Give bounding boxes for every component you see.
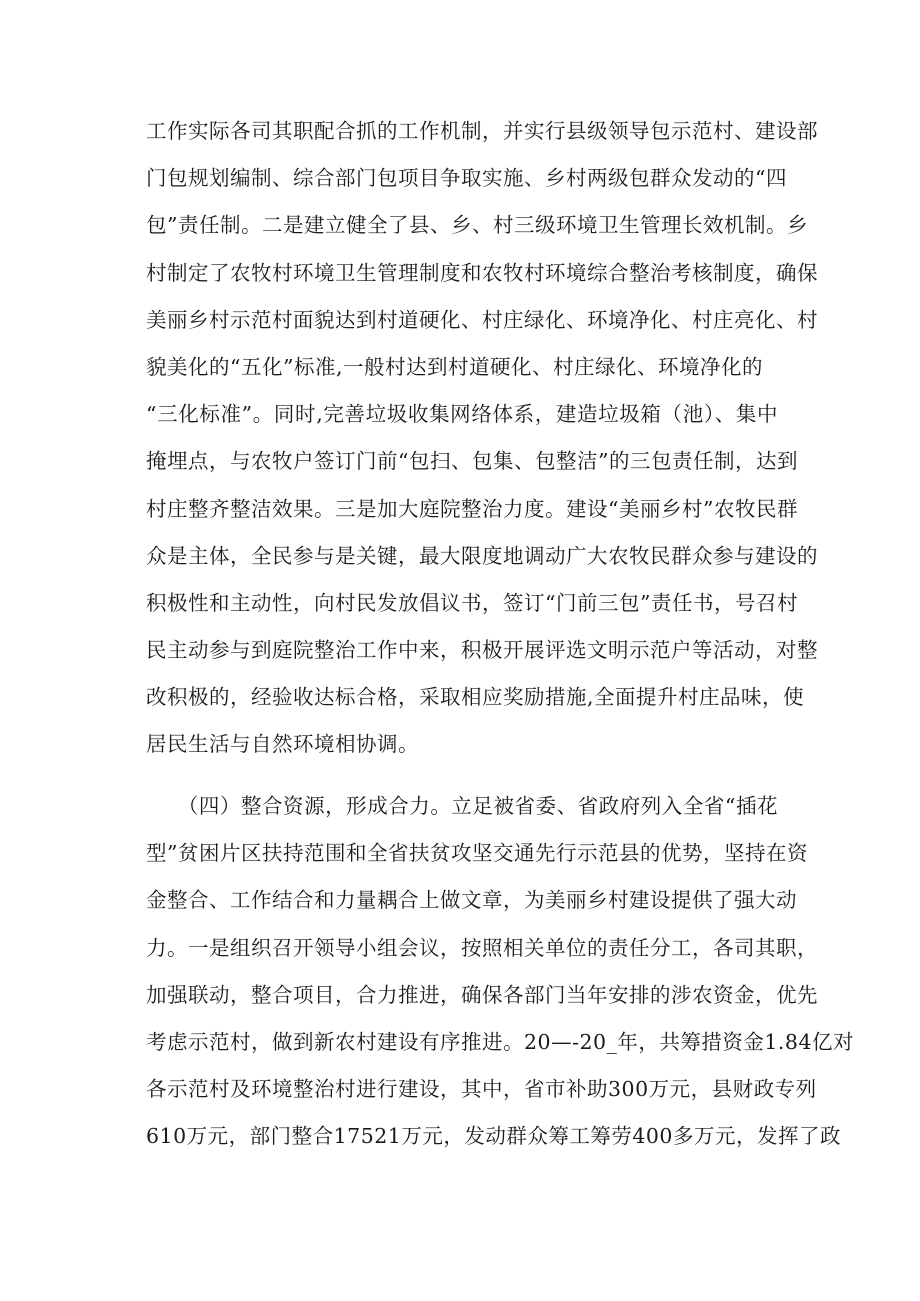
text-line: 包”责任制。二是建立健全了县、乡、村三级环境卫生管理长效机制。乡 — [146, 213, 808, 238]
text-line: 貌美化的“五化”标准,一般村达到村道硬化、村庄绿化、环境净化的 — [146, 354, 763, 379]
text-line: 村制定了农牧村环境卫生管理制度和农牧村环境综合整治考核制度，确保 — [146, 260, 818, 285]
text-line: （四）整合资源，形成合力。立足被省委、省政府列入全省“插花 — [146, 794, 778, 818]
text-line: 居民生活与自然环境相协调。 — [146, 732, 419, 757]
text-line: 门包规划编制、综合部门包项目争取实施、乡村两级包群众发动的“四 — [146, 166, 787, 191]
text-line: 掩埋点，与农牧户签订门前“包扫、包集、包整洁”的三包责任制，达到 — [146, 449, 798, 474]
text-line: 美丽乡村示范村面貌达到村道硬化、村庄绿化、环境净化、村庄亮化、村 — [146, 307, 818, 332]
text-line: 型”贫困片区扶持范围和全省扶贫攻坚交通先行示范县的优势，坚持在资 — [146, 841, 808, 866]
text-line: 考虑示范村，做到新农村建设有序推进。20—-20_年，共筹措资金1.84亿对 — [146, 1029, 854, 1054]
text-line: “三化标准”。同时,完善垃圾收集网络体系，建造垃圾箱（池）、集中 — [146, 402, 778, 427]
paragraph-2 — [146, 783, 854, 1161]
text-line: 加强联动，整合项目，合力推进，确保各部门当年安排的涉农资金，优先 — [146, 982, 818, 1007]
text-line: 610万元，部门整合17521万元，发动群众筹工筹劳400多万元，发挥了政 — [146, 1124, 841, 1149]
text-line: 积极性和主动性，向村民发放倡议书，签订“门前三包”责任书，号召村 — [146, 590, 798, 615]
paragraph-1 — [146, 108, 818, 769]
text-line: 改积极的，经验收达标合格，采取相应奖励措施,全面提升村庄品味，使 — [146, 685, 805, 710]
text-line: 各示范村及环境整治村进行建设，其中，省市补助300万元，县财政专列 — [146, 1077, 817, 1102]
text-line: 力。一是组织召开领导小组会议，按照相关单位的责任分工，各司其职， — [146, 935, 818, 960]
text-line: 民主动参与到庭院整治工作中来，积极开展评选文明示范户等活动，对整 — [146, 638, 818, 663]
text-line: 工作实际各司其职配合抓的工作机制，并实行县级领导包示范村、建设部 — [146, 119, 818, 143]
text-line: 众是主体，全民参与是关键，最大限度地调动广大农牧民群众参与建设的 — [146, 543, 818, 568]
text-line: 村庄整齐整洁效果。三是加大庭院整治力度。建设“美丽乡村”农牧民群 — [146, 496, 798, 521]
text-line: 金整合、工作结合和力量耦合上做文章，为美丽乡村建设提供了强大动 — [146, 888, 797, 913]
